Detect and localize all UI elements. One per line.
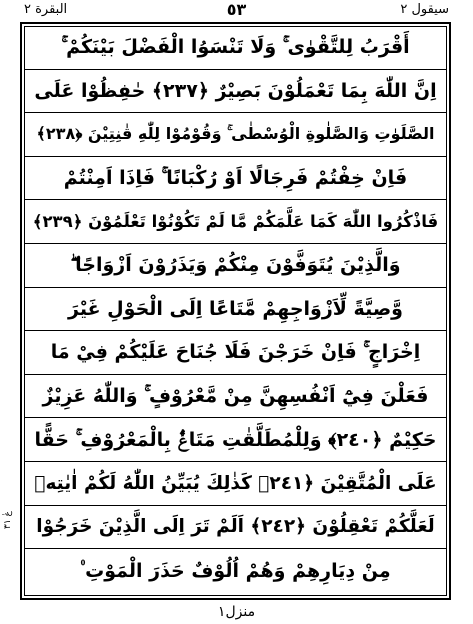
line-text: فَاِنْ خِفْتُمْ فَرِجَالًا اَوْ رُكْبَانًا ۚ فَاِذَا اَمِنْتُمْ: [63, 167, 408, 190]
text-lines: [24, 26, 447, 593]
line-text: وَالَّذِيْنَ يُتَوَفَّوْنَ مِنْكُمْ وَيَذَرُوْنَ اَزْوَاجًا ۖ: [70, 254, 401, 277]
ruku-marker: عٰ ٣١: [3, 511, 13, 529]
text-line: [24, 157, 447, 201]
line-text: حَكِيْمٌ ﴿٢٤٠﴾ وَلِلْمُطَلَّقٰتِ مَتَاعٌۢ بِالْمَعْرُوْفِ ۚ حَقًّا: [34, 428, 437, 451]
page-number: ٥٣: [226, 0, 247, 19]
text-line: [24, 549, 447, 593]
line-text: لَعَلَّكُمْ تَعْقِلُوْنَ ﴿٢٤٢﴾ اَلَمْ تَرَ اِلَى الَّذِيْنَ خَرَجُوْا: [36, 516, 435, 538]
text-line: [24, 331, 447, 375]
text-line: [24, 113, 447, 157]
text-line: [24, 200, 447, 244]
text-line: [24, 70, 447, 114]
text-line: [24, 418, 447, 462]
text-line: [24, 506, 447, 550]
text-line: [24, 375, 447, 419]
line-text: اِخْرَاجٍ ۚ فَاِنْ خَرَجْنَ فَلَا جُنَاحَ عَلَيْكُمْ فِيْ مَا: [50, 341, 421, 364]
manzil-footer: منزل١: [217, 604, 256, 620]
line-text: اِنَّ اللّٰهَ بِمَا تَعْمَلُوْنَ بَصِيْرٌ ﴿٢٣٧﴾ حٰفِظُوْا عَلَى: [34, 79, 437, 102]
line-text: وَّصِيَّةً لِّاَزْوَاجِهِمْ مَّتَاعًا اِلَى الْحَوْلِ غَيْرَ: [68, 297, 403, 320]
line-text: مِنْ دِيَارِهِمْ وَهُمْ اُلُوْفٌ حَذَرَ الْمَوْتِ ۠: [80, 559, 391, 582]
line-text: عَلَى الْمُتَّقِيْنَ ﴿٢٤١﴾ كَذٰلِكَ يُبَيِّنُ اللّٰهُ لَكُمْ اٰيٰتِهٖ: [34, 472, 437, 494]
line-text: فَاذْكُرُوا اللّٰهَ كَمَا عَلَّمَكُمْ مَّا لَمْ تَكُوْنُوْا تَعْلَمُوْنَ ﴿٢٣٩﴾: [32, 212, 439, 232]
juz-name-header: سيقول ٢: [400, 2, 449, 17]
text-line: [24, 244, 447, 288]
line-text: فَعَلْنَ فِيْٓ اَنْفُسِهِنَّ مِنْ مَّعْرُوْفٍ ۚ وَاللّٰهُ عَزِيْزٌ: [42, 385, 429, 408]
text-line: [24, 462, 447, 506]
text-line: [24, 26, 447, 70]
line-text: الصَّلَوٰتِ وَالصَّلٰوةِ الْوُسْطٰى ۚ وَقُوْمُوْا لِلّٰهِ قٰنِتِيْنَ ﴿٢٣٨﴾: [36, 124, 435, 144]
surah-name-header: البقرة ٢: [24, 2, 68, 17]
line-text: أَقْرَبُ لِلتَّقْوٰى ۚ وَلَا تَنْسَوُا الْفَضْلَ بَيْنَكُمْ ۚ: [61, 36, 410, 59]
text-line: [24, 288, 447, 332]
